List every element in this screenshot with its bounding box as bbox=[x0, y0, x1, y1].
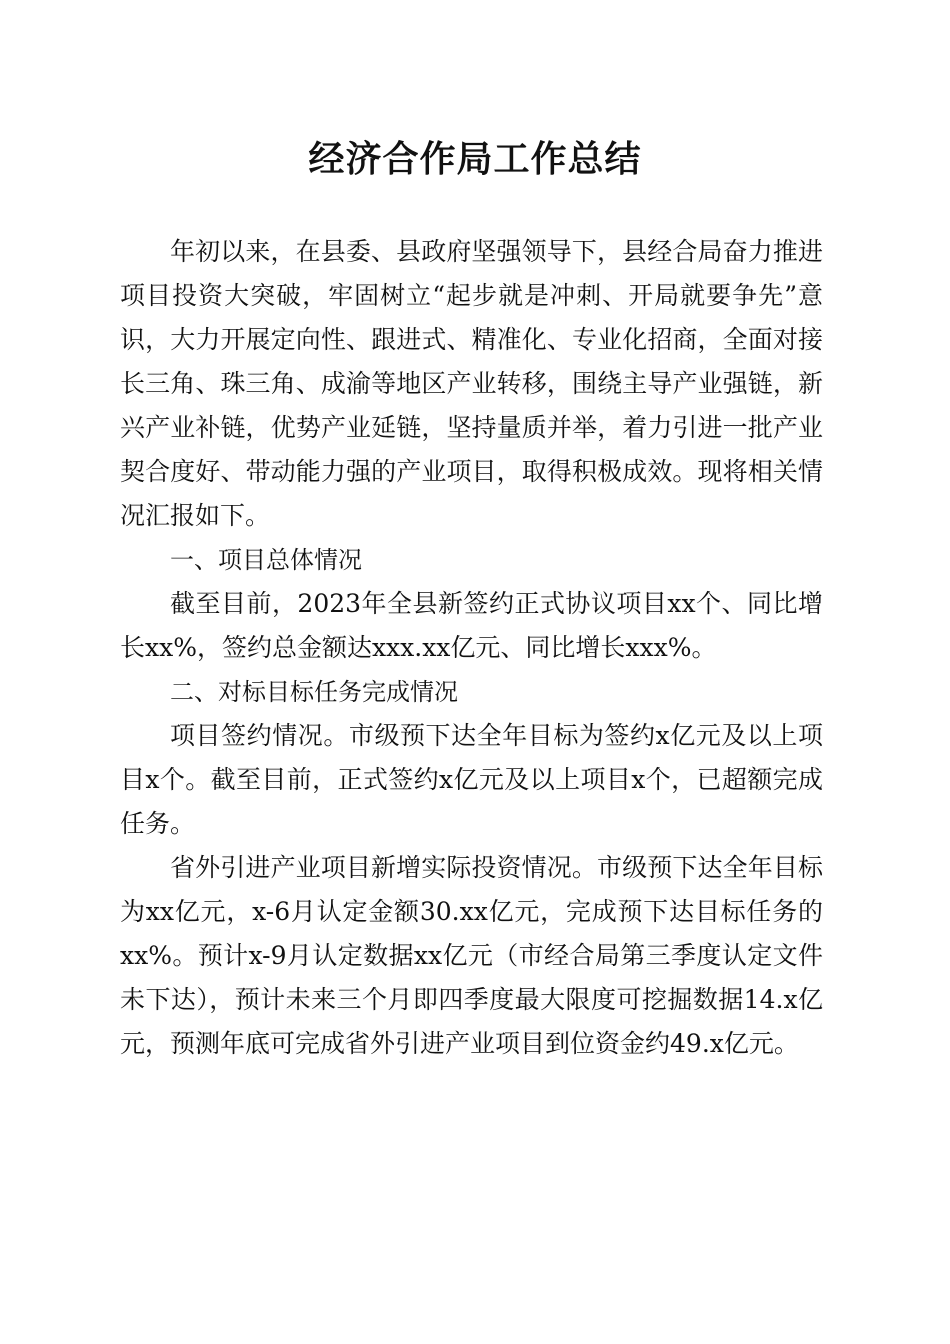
section-heading-targets: 二、对标目标任务完成情况 bbox=[170, 678, 458, 706]
document-title: 经济合作局工作总结 bbox=[308, 138, 642, 180]
section-overall-paragraph: 截至目前，2023年全县新签约正式协议项目xx个、同比增长xx%，签约总金额达xxx.xx亿元、同比增长xxx%。 bbox=[120, 589, 823, 662]
section-targets-paragraph-signing: 项目签约情况。市级预下达全年目标为签约x亿元及以上项目x个。截至目前，正式签约x亿元及以上项目x个，已超额完成任务。 bbox=[120, 721, 823, 838]
document-body bbox=[120, 230, 823, 1066]
intro-paragraph: 年初以来，在县委、县政府坚强领导下，县经合局奋力推进项目投资大突破，牢固树立“起步就是冲刺、开局就要争先”意识，大力开展定向性、跟进式、精准化、专业化招商，全面对接长三角、珠三角、成渝等地区产业转移，围绕主导产业强链，新兴产业补链，优势产业延链，坚持量质并举，着力引进一批产业契合度好、带动能力强的产业项目，取得积极成效。现将相关情况汇报如下。 bbox=[120, 237, 823, 530]
section-heading-overall: 一、项目总体情况 bbox=[170, 546, 362, 574]
section-targets-paragraph-investment: 省外引进产业项目新增实际投资情况。市级预下达全年目标为xx亿元，x-6月认定金额30.xx亿元，完成预下达目标任务的xx%。预计x-9月认定数据xx亿元（市经合局第三季度认定文件未下达），预计未来三个月即四季度最大限度可挖掘数据14.x亿元，预测年底可完成省外引进产业项目到位资金约49.x亿元。 bbox=[120, 853, 823, 1058]
